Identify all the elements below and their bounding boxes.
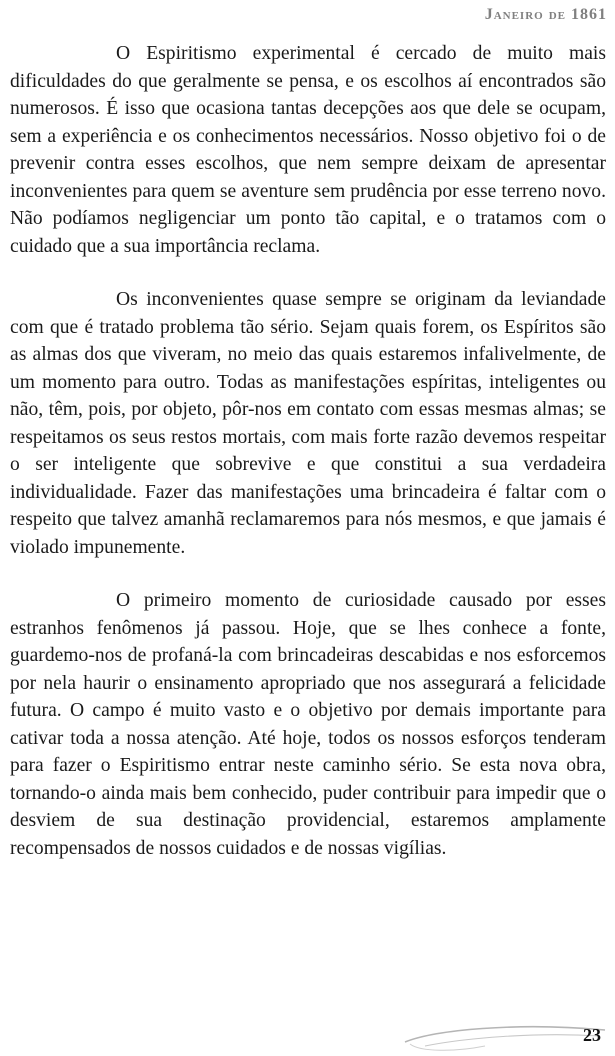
- swoosh-ornament-icon: [395, 1016, 615, 1056]
- paragraph-1: O Espiritismo experimental é cercado de muito mais dificuldades do que geralmente se pensa, e os escolhos aí encontrados são numerosos. É isso que ocasiona tantas decepções aos que dele se ocupam, sem a experiência e os conhecimentos necessários. Nosso objetivo foi o de prevenir contra esses escolhos, que nem sempre deixam de apresentar inconvenientes para quem se aventure sem prudência por esse terreno novo. Não podíamos negligenciar um ponto tão capital, e o tratamos com o cuidado que a sua importância reclama.: [10, 43, 606, 257]
- paragraph-3: O primeiro momento de curiosidade causado por esses estranhos fenômenos já passou. Hoje, que se lhes conhece a fonte, guardemo-nos de profaná-la com brincadeiras descabidas e nos esforcemos por nela haurir o ensinamento apropriado que nos assegurará a felicidade futura. O campo é muito vasto e o objetivo por demais importante para cativar toda a nossa atenção. Até hoje, todos os nossos esforços tenderam para fazer o Espiritismo entrar neste caminho sério. Se esta nova obra, tornando-o ainda mais bem conhecido, puder contribuir para impedir que o desviem de sua destinação providencial, estaremos amplamente recompensados de nossos cuidados e de nossas vigílias.: [10, 590, 606, 859]
- running-header: Janeiro de 1861: [484, 6, 607, 23]
- page-footer: [0, 1016, 615, 1056]
- paragraph-2: Os inconvenientes quase sempre se originam da leviandade com que é tratado problema tão sério. Sejam quais forem, os Espíritos são as almas dos que viveram, no meio das quais estaremos infalivelmente, de um momento para outro. Todas as manifestações espíritas, inteligentes ou não, têm, pois, por objeto, pôr-nos em contato com essas mesmas almas; se respeitamos os seus restos mortais, com mais forte razão devemos respeitar o ser inteligente que sobrevive e que constitui a sua verdadeira individualidade. Fazer das manifestações uma brincadeira é faltar com o respeito que talvez amanhã reclamaremos para nós mesmos, e que jamais é violado impunemente.: [10, 289, 606, 558]
- page-number: 23: [583, 1025, 601, 1045]
- page-body: [10, 40, 606, 888]
